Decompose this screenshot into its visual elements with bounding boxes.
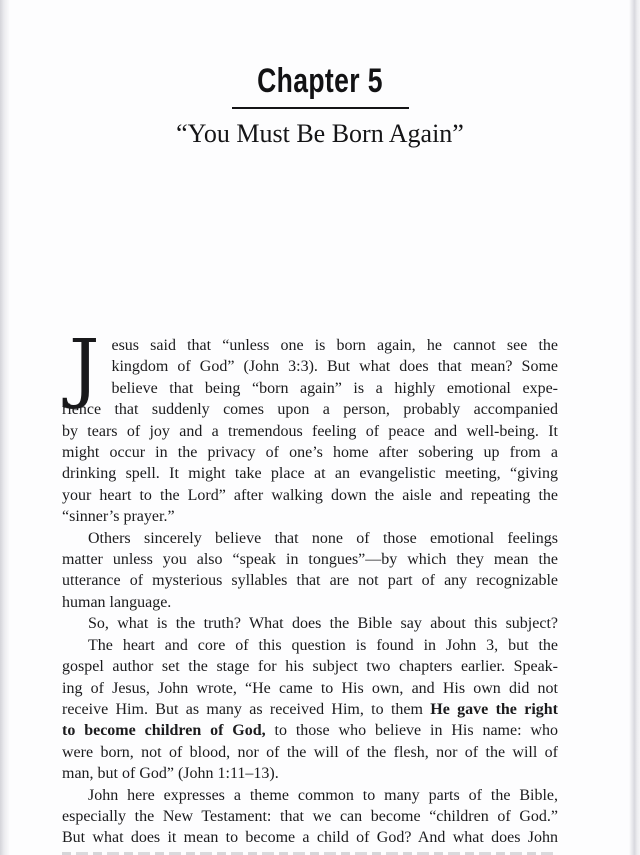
text-line: But what does it mean to become a child of God? And what does John: [62, 829, 558, 847]
paragraph: [62, 635, 558, 785]
text-line: by tears of joy and a tremendous feeling of peace and well-being. It: [62, 422, 558, 440]
paragraph: [62, 528, 558, 614]
text-line: to become children of God, to those who believe in His name: who: [62, 722, 558, 740]
chapter-title: “You Must Be Born Again”: [176, 119, 464, 148]
chapter-header: [0, 0, 640, 149]
text-line: might occur in the privacy of one’s home after sobering up from a: [62, 444, 558, 462]
chapter-rule: [232, 107, 409, 109]
paragraph: [62, 785, 558, 849]
text-line: gospel author set the stage for his subject two chapters earlier. Speak-: [62, 658, 558, 676]
paragraph: [62, 322, 558, 528]
text-line: drinking spell. It might take place at an evangelistic meeting, “giving: [62, 465, 558, 483]
text-line: So, what is the truth? What does the Bible say about this subject?: [88, 615, 558, 633]
text-line: especially the New Testament: that we can become “children of God.”: [62, 807, 558, 825]
text-line: kingdom of God” (John 3:3). But what does that mean? Some: [111, 358, 558, 376]
text-line: Others sincerely believe that none of those emotional feelings: [88, 529, 558, 547]
text-line: human language.: [62, 593, 172, 611]
drop-cap: J: [69, 322, 100, 411]
text-line: utterance of mysterious syllables that are not part of any recognizable: [62, 572, 558, 590]
text-line: were born, not of blood, nor of the will of the flesh, nor of the will of: [62, 743, 558, 761]
text-line: esus said that “unless one is born again, he cannot see the: [111, 337, 558, 354]
text-line: receive Him. But as many as received Him, to them He gave the right: [62, 700, 558, 718]
text-line: ing of Jesus, John wrote, “He came to His own, and His own did not: [62, 679, 558, 697]
body-text: [62, 322, 558, 849]
text-line: man, but of God” (John 1:11–13).: [62, 765, 279, 783]
text-line: rience that suddenly comes upon a person, probably accompanied: [62, 401, 558, 419]
text-line: “sinner’s prayer.”: [62, 508, 175, 526]
text-line: matter unless you also “speak in tongues”—by which they mean the: [62, 551, 558, 569]
text-line: The heart and core of this question is found in John 3, but the: [88, 636, 558, 654]
chapter-number: Chapter 5: [257, 62, 383, 100]
paragraph: [62, 613, 558, 634]
text-line: your heart to the Lord” after walking down the aisle and repeating the: [62, 486, 558, 504]
text-line: John here expresses a theme common to many parts of the Bible,: [88, 786, 558, 804]
text-line: believe that being “born again” is a highly emotional expe-: [111, 379, 558, 397]
